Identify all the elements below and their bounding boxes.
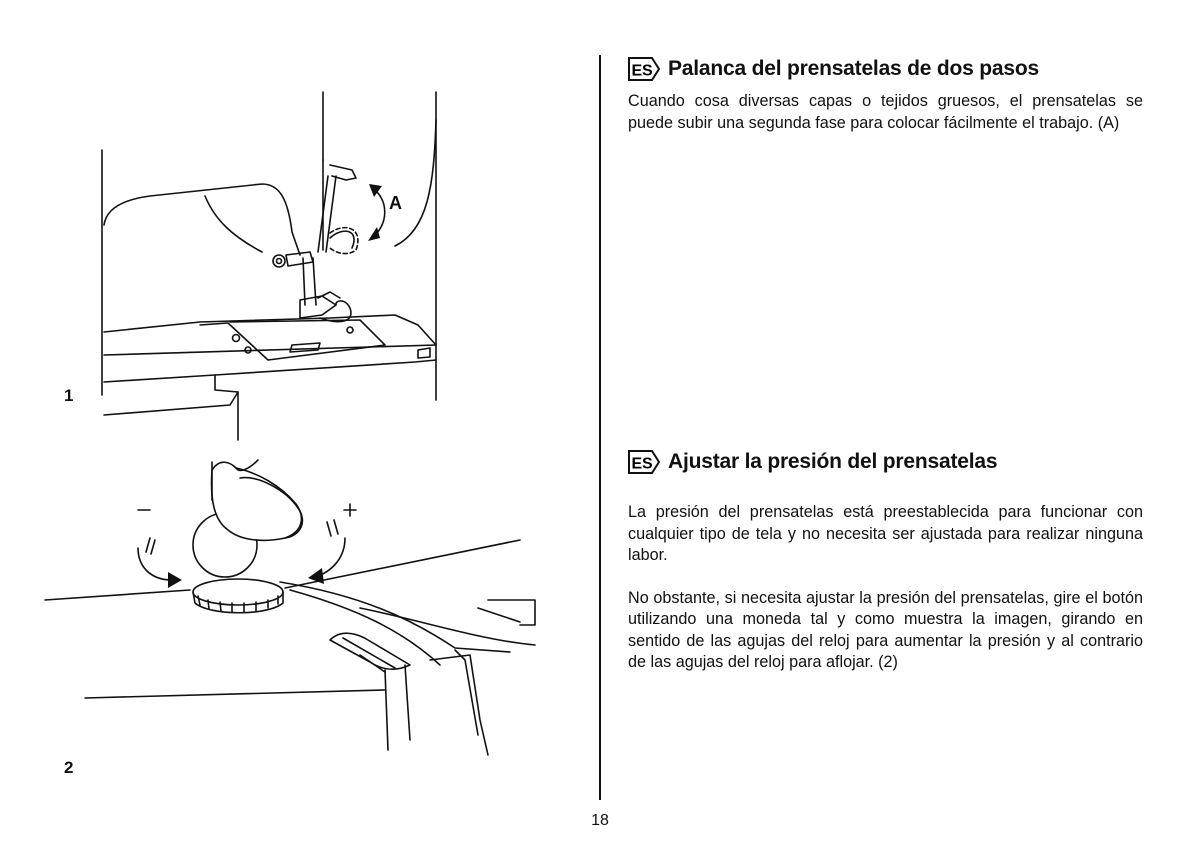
- section-foot-pressure: [628, 450, 1143, 674]
- section-2-title: Ajustar la presión del prensatelas: [668, 450, 998, 473]
- figure-1-label: 1: [64, 386, 74, 405]
- es-language-icon: [628, 57, 660, 81]
- section-two-step-lever: [628, 57, 1143, 134]
- section-2-heading: [628, 450, 1143, 474]
- figure-1-callout-a: A: [389, 193, 402, 213]
- es-language-icon: [628, 450, 660, 474]
- es-badge-text: ES: [631, 455, 653, 473]
- sewing-machine-head-illustration: [102, 92, 436, 440]
- section-2-paragraph-2: No obstante, si necesita ajustar la presión del prensatelas, gire el botón utilizando una moneda tal y como muestra la imagen, girando en sentido de las agujas del reloj para aumentar la presión y al contrario de las agujas del reloj para aflojar. (2): [628, 588, 1143, 671]
- section-1-paragraph: Cuando cosa diversas capas o tejidos gruesos, el prensatelas se puede subir una segunda fase para colocar fácilmente el trabajo. (A): [628, 92, 1143, 132]
- page-number: 18: [591, 812, 609, 829]
- es-badge-text: ES: [631, 62, 653, 80]
- pressure-dial-illustration: [45, 460, 535, 755]
- section-1-title: Palanca del prensatelas de dos pasos: [668, 57, 1039, 80]
- section-2-paragraph-1: La presión del prensatelas está preestablecida para funcionar con cualquier tipo de tela y no necesita ser ajustada para realizar ninguna labor.: [628, 503, 1143, 564]
- figure-2-label: 2: [64, 758, 74, 777]
- column-divider: [599, 55, 601, 800]
- section-1-heading: [628, 57, 1143, 81]
